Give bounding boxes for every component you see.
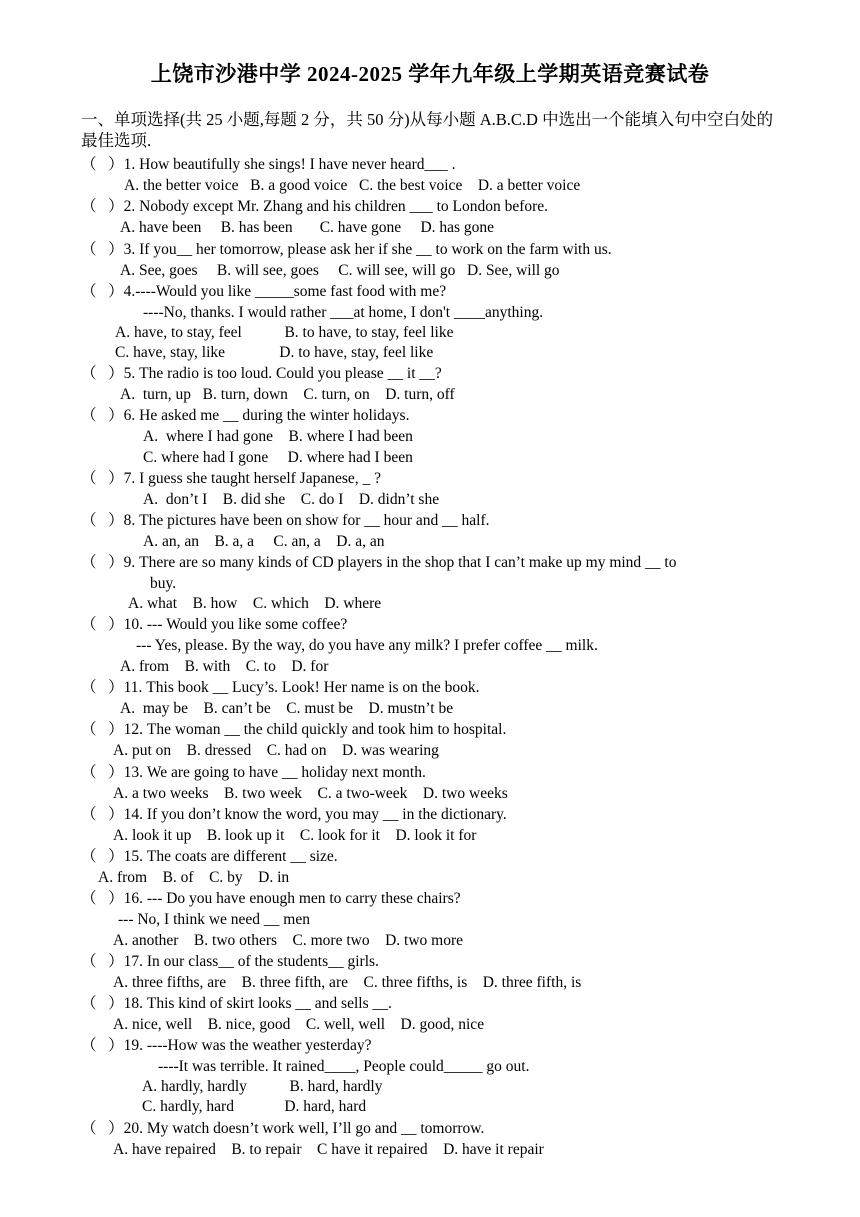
question-stem-continued: buy. — [150, 575, 177, 592]
question-stem: （ ）3. If you__ her tomorrow, please ask her if she __ to work on the farm with us. — [81, 241, 612, 258]
answer-options: A. put on B. dressed C. had on D. was wearing — [113, 742, 439, 759]
question-stem: （ ）2. Nobody except Mr. Zhang and his children ___ to London before. — [81, 198, 549, 215]
answer-options: A. turn, up B. turn, down C. turn, on D. turn, off — [120, 386, 455, 403]
question-stem: （ ）8. The pictures have been on show for __ hour and __ half. — [81, 512, 490, 529]
question-stem: （ ）1. How beautifully she sings! I have never heard___ . — [81, 156, 456, 173]
question-stem: （ ）10. --- Would you like some coffee? — [81, 616, 348, 633]
answer-options: A. from B. of C. by D. in — [98, 869, 290, 886]
answer-options: A. may be B. can’t be C. must be D. mustn’t be — [120, 700, 454, 717]
question-stem: （ ）13. We are going to have __ holiday next month. — [81, 764, 426, 781]
question-stem: （ ）6. He asked me __ during the winter holidays. — [81, 407, 410, 424]
question-stem: （ ）17. In our class__ of the students__ girls. — [81, 953, 379, 970]
question-stem: （ ）18. This kind of skirt looks __ and sells __. — [81, 995, 392, 1012]
question-stem: （ ）11. This book __ Lucy’s. Look! Her name is on the book. — [81, 679, 480, 696]
answer-options: A. have, to stay, feel B. to have, to stay, feel like — [115, 324, 454, 341]
question-stem: （ ）5. The radio is too loud. Could you please __ it __? — [81, 365, 442, 382]
answer-options: A. where I had gone B. where I had been — [143, 428, 413, 445]
answer-options: A. a two weeks B. two week C. a two-week D. two weeks — [113, 785, 508, 802]
answer-options: A. hardly, hardly B. hard, hardly — [142, 1078, 383, 1095]
question-stem-continued: --- Yes, please. By the way, do you have any milk? I prefer coffee __ milk. — [136, 637, 598, 654]
question-stem-continued: --- No, I think we need __ men — [118, 911, 310, 928]
question-stem: （ ）16. --- Do you have enough men to carry these chairs? — [81, 890, 461, 907]
answer-options: A. have repaired B. to repair C have it repaired D. have it repair — [113, 1141, 544, 1158]
question-stem: （ ）7. I guess she taught herself Japanese, _ ? — [81, 470, 382, 487]
question-stem-continued: ----It was terrible. It rained____, People could_____ go out. — [158, 1058, 530, 1075]
answer-options: A. nice, well B. nice, good C. well, well D. good, nice — [113, 1016, 485, 1033]
question-stem: （ ）12. The woman __ the child quickly and took him to hospital. — [81, 721, 507, 738]
answer-options: A. an, an B. a, a C. an, a D. a, an — [143, 533, 385, 550]
question-stem: （ ）14. If you don’t know the word, you may __ in the dictionary. — [81, 806, 507, 823]
answer-options: A. look it up B. look up it C. look for it D. look it for — [113, 827, 477, 844]
answer-options: C. where had I gone D. where had I been — [143, 449, 413, 466]
question-stem: （ ）19. ----How was the weather yesterday? — [81, 1037, 372, 1054]
answer-options: A. three fifths, are B. three fifth, are C. three fifths, is D. three fifth, is — [113, 974, 582, 991]
question-stem: （ ）9. There are so many kinds of CD players in the shop that I can’t make up my mind __ to — [81, 554, 677, 571]
answer-options: A. the better voice B. a good voice C. the best voice D. a better voice — [124, 177, 581, 194]
answer-options: A. what B. how C. which D. where — [128, 595, 382, 612]
exam-title: 上饶市沙港中学 2024-2025 学年九年级上学期英语竞赛试卷 — [150, 62, 710, 86]
answer-options: A. don’t I B. did she C. do I D. didn’t she — [143, 491, 440, 508]
question-stem: （ ）20. My watch doesn’t work well, I’ll go and __ tomorrow. — [81, 1120, 485, 1137]
question-stem-continued: ----No, thanks. I would rather ___at home, I don't ____anything. — [143, 304, 544, 321]
question-stem: （ ）15. The coats are different __ size. — [81, 848, 338, 865]
answer-options: C. hardly, hard D. hard, hard — [142, 1098, 367, 1115]
answer-options: A. See, goes B. will see, goes C. will see, will go D. See, will go — [120, 262, 560, 279]
answer-options: C. have, stay, like D. to have, stay, feel like — [115, 344, 434, 361]
question-stem: （ ）4.----Would you like _____some fast food with me? — [81, 283, 447, 300]
answer-options: A. another B. two others C. more two D. two more — [113, 932, 463, 949]
section-intro: 一、单项选择(共 25 小题,每题 2 分，共 50 分)从每小题 A.B.C.D 中选出一个能填入句中空白处的最佳选项. — [81, 110, 774, 150]
answer-options: A. from B. with C. to D. for — [120, 658, 329, 675]
answer-options: A. have been B. has been C. have gone D. has gone — [120, 219, 495, 236]
